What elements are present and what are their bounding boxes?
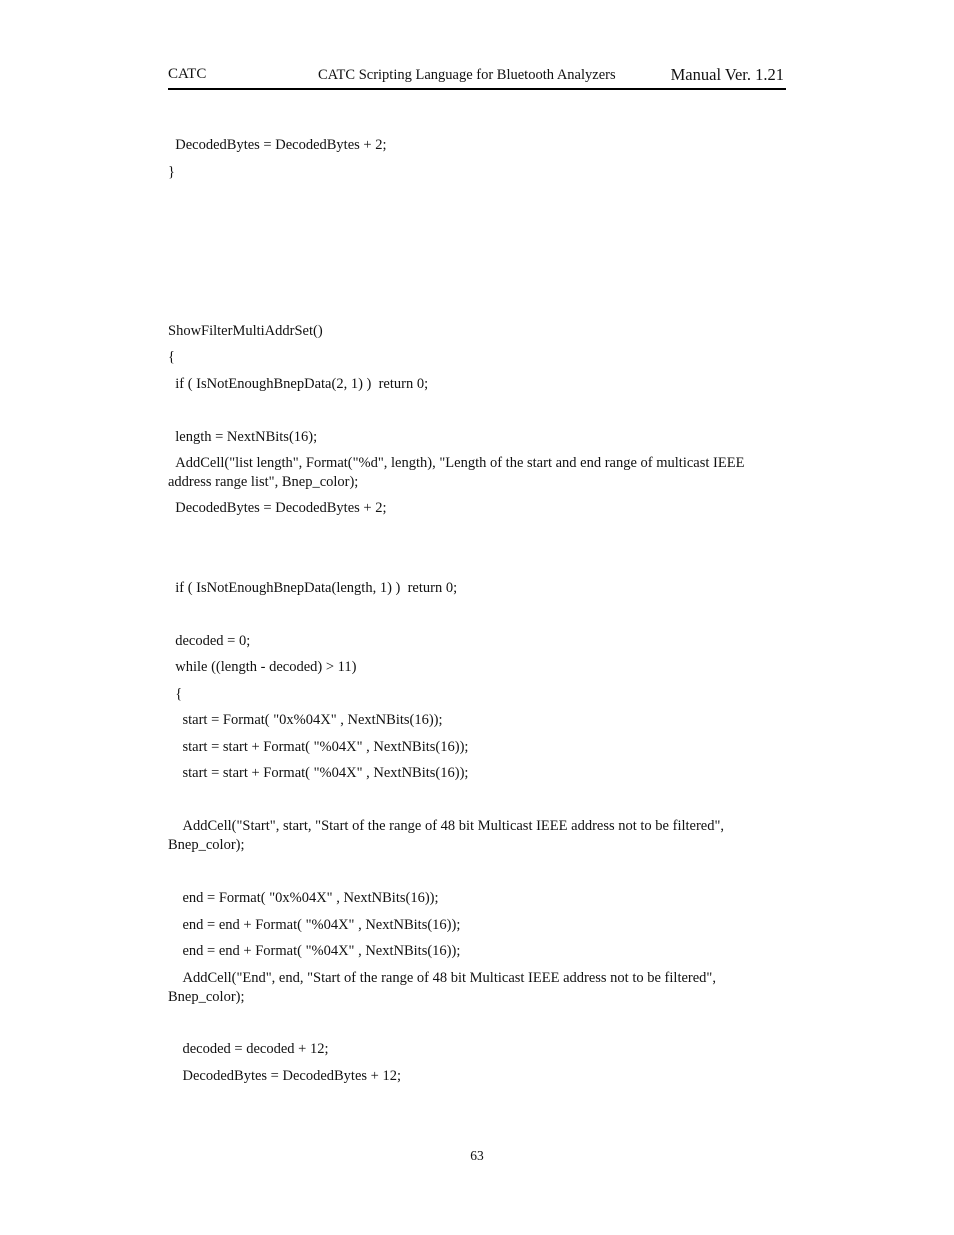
code-line: AddCell("list length", Format("%d", length), "Length of the start and end range of multicast IEEE address range list", Bnep_color); <box>168 455 749 490</box>
code-line: { <box>168 686 183 702</box>
code-line: decoded = 0; <box>168 633 251 649</box>
code-line: } <box>168 164 175 180</box>
page-header <box>168 64 786 90</box>
code-line: while ((length - decoded) > 11) <box>168 659 357 675</box>
code-line: length = NextNBits(16); <box>168 429 318 445</box>
code-line: AddCell("Start", start, "Start of the range of 48 bit Multicast IEEE address not to be filtered", Bnep_color); <box>168 818 728 853</box>
code-line: DecodedBytes = DecodedBytes + 12; <box>168 1068 401 1084</box>
header-company: CATC <box>168 66 207 82</box>
code-line: DecodedBytes = DecodedBytes + 2; <box>168 500 387 516</box>
code-line: DecodedBytes = DecodedBytes + 2; <box>168 137 387 153</box>
code-line: decoded = decoded + 12; <box>168 1041 329 1057</box>
code-line: start = Format( "0x%04X" , NextNBits(16)); <box>168 712 443 728</box>
header-document-title: CATC Scripting Language for Bluetooth Analyzers <box>318 67 616 83</box>
code-line: AddCell("End", end, "Start of the range of 48 bit Multicast IEEE address not to be filtered", Bnep_color); <box>168 970 720 1005</box>
code-line: if ( IsNotEnoughBnepData(2, 1) ) return 0; <box>168 376 429 392</box>
header-manual-version: Manual Ver. 1.21 <box>670 65 784 84</box>
code-line: { <box>168 349 175 365</box>
page-number: 63 <box>470 1148 484 1163</box>
code-line: end = end + Format( "%04X" , NextNBits(16)); <box>168 943 461 959</box>
code-line: start = start + Format( "%04X" , NextNBits(16)); <box>168 739 469 755</box>
code-line: start = start + Format( "%04X" , NextNBits(16)); <box>168 765 469 781</box>
code-line: end = Format( "0x%04X" , NextNBits(16)); <box>168 890 439 906</box>
code-line: ShowFilterMultiAddrSet() <box>168 323 323 339</box>
code-line: if ( IsNotEnoughBnepData(length, 1) ) return 0; <box>168 580 458 596</box>
code-line: end = end + Format( "%04X" , NextNBits(16)); <box>168 917 461 933</box>
